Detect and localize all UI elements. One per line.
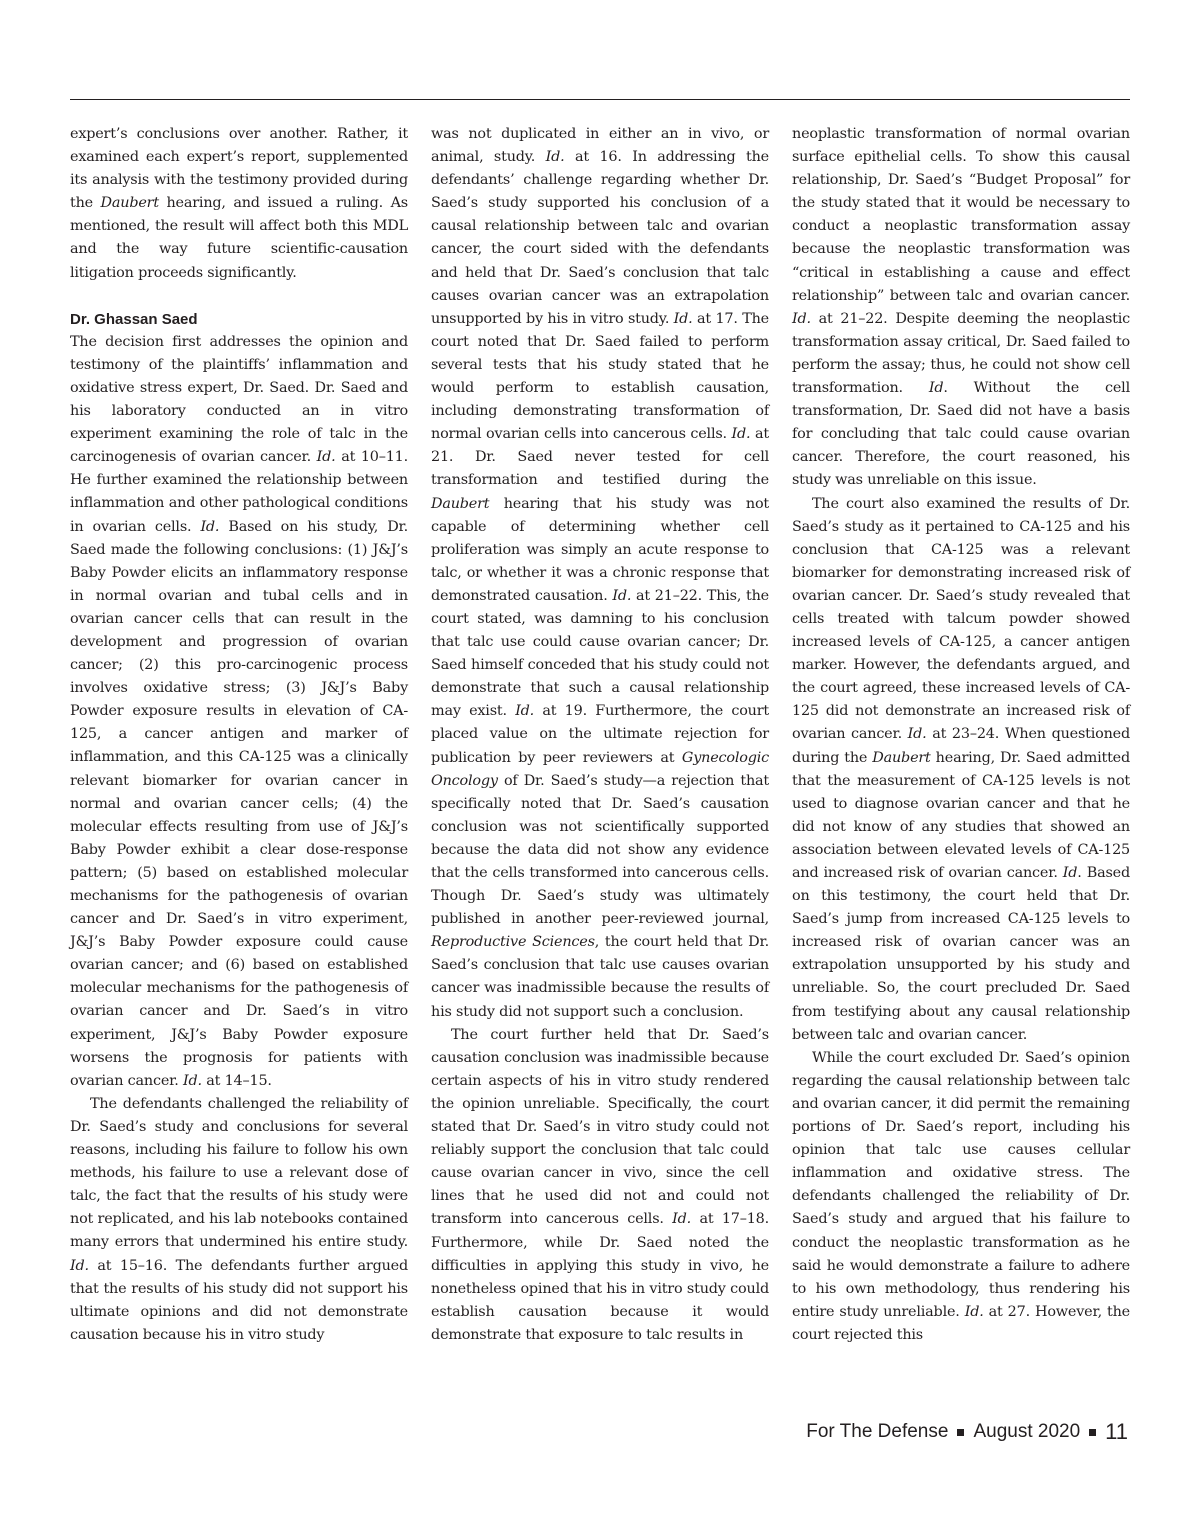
text-run: at 14–15. <box>201 1072 272 1089</box>
article-paragraph <box>792 493 1130 1047</box>
footer-bullet-icon <box>1089 1429 1096 1436</box>
text-run: at 21–22. This, the court stated, was damning to his conclusion that talc use could cause ovarian cancer; Dr. Saed himself conceded that his study could not demonstrate that such a causal relationship may exist. <box>431 587 769 720</box>
italic-text-run: Id. <box>672 1211 692 1228</box>
article-column-3 <box>792 123 1130 1347</box>
italic-text-run: Daubert <box>100 195 159 212</box>
italic-text-run: Reproductive Sciences <box>431 934 595 951</box>
page-number: 11 <box>1105 1419 1128 1444</box>
italic-text-run: Id. <box>792 310 811 327</box>
text-run: at 21. Dr. Saed never tested for cell transformation and testified during the <box>431 426 769 489</box>
text-run: The defendants challenged the reliability of Dr. Saed’s study and conclusions for several reasons, including his failure to follow his own methods, his failure to use a relevant dose of talc, the fact that the results of his study were not replicated, and his lab notebooks contained many errors that undermined his entire study. <box>70 1095 408 1251</box>
italic-text-run: Id. <box>907 726 927 743</box>
text-run: hearing, and issued a ruling. As mentioned, the result will affect both this MDL and the way future scientific-causation litigation proceeds significantly. <box>70 195 408 281</box>
article-paragraph <box>431 123 769 1024</box>
italic-text-run: Id <box>1062 865 1078 881</box>
header-rule <box>70 99 1130 100</box>
text-run: at 17. The court noted that Dr. Saed failed to perform several tests that his study stated that he would perform to establish causation, including demonstrating transformation of normal ovarian cells into cancerous cells. <box>431 310 769 443</box>
article-paragraph <box>70 123 408 285</box>
text-run: neoplastic transformation of normal ovarian surface epithelial cells. To show this causal relationship, Dr. Saed’s “Budget Proposal” for the study stated that it would be necessary to conduct a neoplastic transformation assay because the neoplastic transformation was “critical in establishing a cause and effect relationship” between talc and ovarian cancer. <box>792 126 1130 304</box>
text-run: of Dr. Saed’s study—a rejection that specifically noted that Dr. Saed’s causation conclusion was not scientifically supported because the data did not show any evidence that the cells transformed into cancerous cells. Though Dr. Saed’s study was ultimately published in another peer-reviewed journal, <box>431 772 769 928</box>
article-paragraph <box>431 1024 769 1347</box>
italic-text-run: Id. <box>964 1303 984 1320</box>
italic-text-run: Id. <box>673 310 693 327</box>
article-column-1 <box>70 123 408 1347</box>
text-run: The court also examined the results of Dr. Saed’s study as it pertained to CA-125 and his conclusion that CA-125 was a relevant biomarker for demonstrating increased risk of ovarian cancer. Dr. Saed’s study revealed that cells treated with talcum powder showed increased levels of CA-125, a cancer antigen marker. However, the defendants argued, and the court agreed, these increased levels of CA-125 did not demonstrate an increased risk of ovarian cancer. <box>792 495 1130 743</box>
text-run: at 16. In addressing the defendants’ challenge regarding whether Dr. Saed’s study supported his conclusion of a causal relationship between talc and ovarian cancer, the court sided with the defendants and held that Dr. Saed’s conclusion that talc causes ovarian cancer was an extrapolation unsupported by his in vitro study. <box>431 149 769 327</box>
article-paragraph <box>70 331 408 1093</box>
text-run: at 10–11. He further examined the relationship between inflammation and other pathological conditions in ovarian cells. <box>70 449 409 535</box>
italic-text-run: Daubert <box>431 495 490 512</box>
text-run: at 19. Furthermore, the court placed value on the ultimate rejection for publication by peer reviewers at <box>431 703 770 766</box>
text-run: expert’s conclusions over another. Rather, it examined each expert’s report, supplemented its analysis with the testimony provided during the <box>70 126 408 212</box>
italic-text-run: Id <box>928 380 944 397</box>
text-run: at 21–22. Despite deeming the neoplastic transformation assay critical, Dr. Saed failed to perform the assay; thus, he could not show cell transformation. <box>792 310 1130 397</box>
text-run: at 17–18. Furthermore, while Dr. Saed noted the difficulties in applying this study in vivo, he nonetheless opined that his in vitro study could establish causation because it would demonstrate that exposure to talc results in <box>431 1211 770 1343</box>
italic-text-run: Id. <box>70 1257 89 1274</box>
text-run: at 27. However, the court rejected this <box>792 1303 1130 1343</box>
text-run: . Without the cell transformation, Dr. Saed did not have a basis for concluding that talc could cause ovarian cancer. Therefore, the court reasoned, his study was unreliable on this issue. <box>792 380 1130 489</box>
italic-text-run: Daubert <box>872 749 931 766</box>
italic-text-run: Id. <box>545 149 565 166</box>
text-run: hearing that his study was not capable of determining whether cell proliferation was simply an acute response to talc, or whether it was a chronic response that demonstrated causation. <box>431 495 769 604</box>
italic-text-run: Gynecologic Oncology <box>431 749 769 789</box>
text-run: hearing, Dr. Saed admitted that the measurement of CA-125 levels is not used to diagnose ovarian cancer and that he did not know of any studies that showed an association between elevated levels of CA-125 and increased risk of ovarian cancer. <box>792 749 1130 881</box>
publication-name: For The Defense <box>806 1421 949 1442</box>
text-run: Based on his study, Dr. Saed made the following conclusions: (1) J&J’s Baby Powder elicits an inflammatory response in normal ovarian and tubal cells and in ovarian cancer cells that can result in the development and progression of ovarian cancer; (2) this pro-carcinogenic process involves oxidative stress; (3) J&J’s Baby Powder exposure results in elevation of CA-125, a cancer antigen and marker of inflammation, and this CA-125 was a clinically relevant biomarker for ovarian cancer in normal and ovarian cancer cells; (4) the molecular effects resulting from use of J&J’s Baby Powder exhibit a clear dose-response pattern; (5) based on established molecular mechanisms for the pathogenesis of ovarian cancer and Dr. Saed’s in vitro experiment, J&J’s Baby Powder exposure could cause ovarian cancer; and (6) based on established molecular mechanisms for the pathogenesis of ovarian cancer and Dr. Saed’s in vitro experiment, J&J’s Baby Powder exposure worsens the prognosis for patients with ovarian cancer. <box>70 518 408 1089</box>
italic-text-run: Id. <box>200 518 220 535</box>
italic-text-run: Id. <box>612 587 632 604</box>
text-run: While the court excluded Dr. Saed’s opinion regarding the causal relationship between talc and ovarian cancer, it did permit the remaining portions of Dr. Saed’s report, including his opinion that talc use causes cellular inflammation and oxidative stress. The defendants challenged the reliability of Dr. Saed’s study and argued that his failure to conduct the neoplastic transformation as he said he would demonstrate a failure to adhere to his own methodology, thus rendering his entire study unreliable. <box>792 1049 1130 1320</box>
text-run: at 15–16. The defendants further argued that the results of his study did not support his ultimate opinions and did not demonstrate causation because his in vitro study <box>70 1257 408 1343</box>
article-paragraph <box>792 1047 1130 1347</box>
text-run: The court further held that Dr. Saed’s causation conclusion was inadmissible because certain aspects of his in vitro study rendered the opinion unreliable. Specifically, the court stated that Dr. Saed’s in vitro study could not reliably support the conclusion that talc could cause ovarian cancer in vivo, since the cell lines that he used did not and could not transform into cancerous cells. <box>431 1026 769 1228</box>
text-run: . Based on this testimony, the court held that Dr. Saed’s jump from increased CA-125 levels to increased risk of ovarian cancer was an extrapolation unsupported by his study and unreliable. So, the court precluded Dr. Saed from testifying about any causal relationship between talc and ovarian cancer. <box>792 865 1130 1043</box>
italic-text-run: Id. <box>515 703 535 720</box>
text-run: was not duplicated in either an in vivo, or animal, study. <box>431 126 769 166</box>
section-heading: Dr. Ghassan Saed <box>70 310 198 328</box>
text-run: The decision first addresses the opinion and testimony of the plaintiffs’ inflammation and oxidative stress expert, Dr. Saed. Dr. Saed and his laboratory conducted an in vitro experiment examining the role of talc in the carcinogenesis of ovarian cancer. <box>70 333 408 466</box>
article-paragraph <box>70 1093 408 1347</box>
italic-text-run: Id. <box>731 426 751 443</box>
article-column-2 <box>431 123 769 1347</box>
text-run: , the court held that Dr. Saed’s conclusion that talc use causes ovarian cancer was inadmissible because the results of his study did not support such a conclusion. <box>431 934 769 1020</box>
article-paragraph <box>792 123 1130 493</box>
italic-text-run: Id. <box>316 449 336 466</box>
italic-text-run: Id. <box>183 1072 202 1089</box>
text-run: at 23–24. When questioned during the <box>792 726 1130 766</box>
footer-bullet-icon <box>957 1429 964 1436</box>
issue-date: August 2020 <box>973 1421 1081 1442</box>
page-footer <box>806 1417 1128 1447</box>
